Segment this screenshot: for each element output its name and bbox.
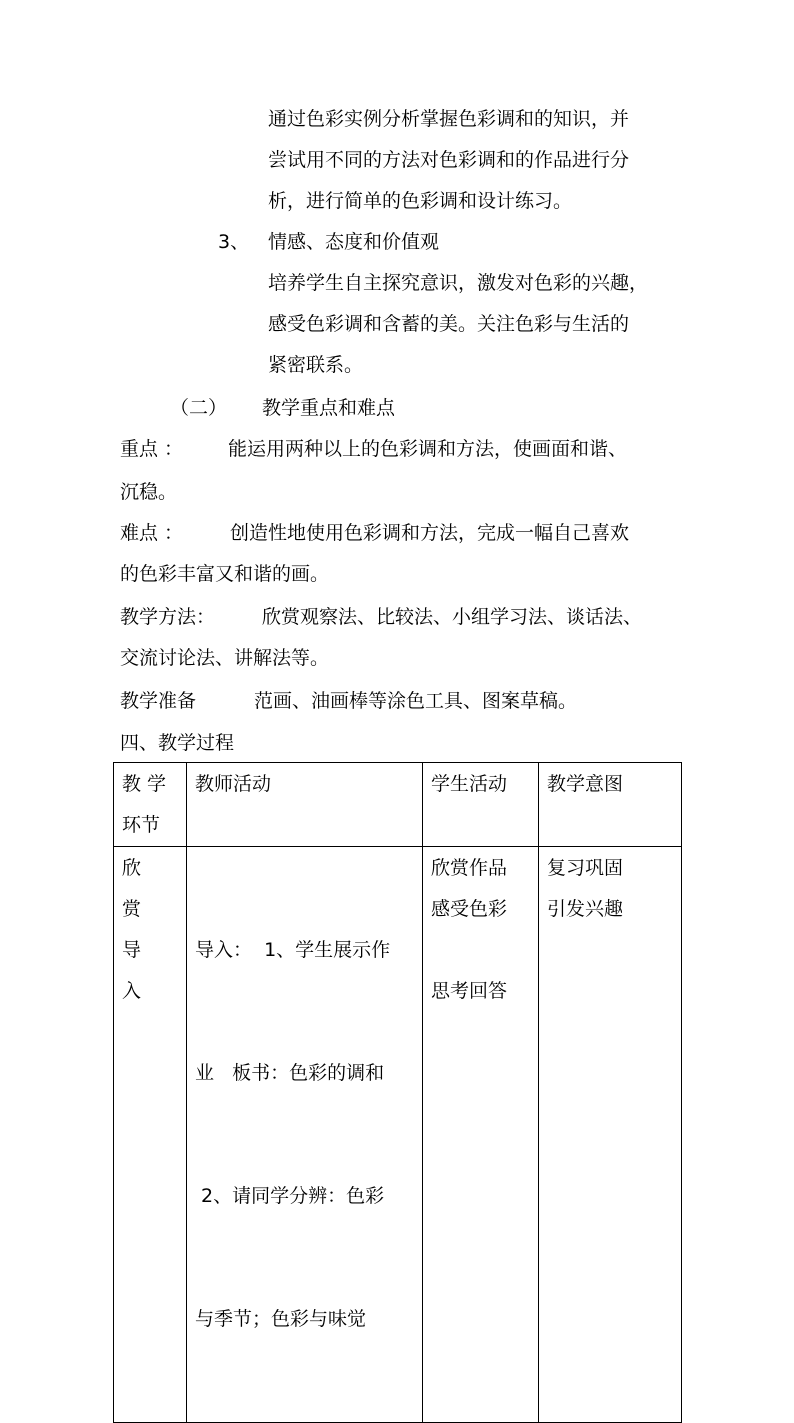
header-intent-cell bbox=[539, 763, 682, 847]
row-teacher-line-2: 业 板书：色彩的调和 bbox=[195, 1062, 385, 1084]
section-two-number: （二） bbox=[170, 397, 228, 419]
objective-item3-line-2: 感受色彩调和含蓄的美。关注色彩与生活的 bbox=[268, 313, 630, 335]
teaching-process-table bbox=[113, 762, 682, 1423]
table-row bbox=[114, 847, 682, 1423]
header-student-cell bbox=[423, 763, 539, 847]
row-stage-char-3: 导 bbox=[122, 939, 142, 961]
header-teacher-cell bbox=[187, 763, 423, 847]
methods-line-2: 交流讨论法、讲解法等。 bbox=[120, 647, 330, 669]
row-intent-cell bbox=[539, 847, 682, 1423]
row-teacher-line-3: 2、请同学分辨：色彩 bbox=[195, 1185, 385, 1207]
row-teacher-cell bbox=[187, 847, 423, 1423]
header-stage-cell bbox=[114, 763, 187, 847]
row-intent-line-1: 复习巩固 bbox=[547, 857, 624, 879]
section-four-title: 四、教学过程 bbox=[120, 732, 235, 754]
objective-skill-line-1: 通过色彩实例分析掌握色彩调和的知识，并 bbox=[268, 108, 630, 130]
objective-item3-line-1: 培养学生自主探究意识，激发对色彩的兴趣， bbox=[268, 272, 649, 294]
preparation-text: 范画、油画棒等涂色工具、图案草稿。 bbox=[254, 690, 578, 712]
table-header-row bbox=[114, 763, 682, 847]
row-student-line-2: 感受色彩 bbox=[431, 898, 508, 920]
row-stage-char-1: 欣 bbox=[122, 857, 142, 879]
header-teaching-intent: 教学意图 bbox=[547, 773, 624, 795]
header-teacher-activity: 教师活动 bbox=[195, 773, 272, 795]
row-teacher-line-1: 导入： 1、学生展示作 bbox=[195, 939, 391, 961]
difficulty-line-2: 的色彩丰富又和谐的画。 bbox=[120, 563, 330, 585]
difficulty-line-1: 创造性地使用色彩调和方法，完成一幅自己喜欢 bbox=[230, 522, 630, 544]
row-stage-char-2: 赏 bbox=[122, 898, 142, 920]
header-stage-line-1: 教 学 bbox=[122, 773, 167, 795]
header-student-activity: 学生活动 bbox=[431, 773, 508, 795]
methods-line-1: 欣赏观察法、比较法、小组学习法、谈话法、 bbox=[262, 606, 643, 628]
row-student-cell bbox=[423, 847, 539, 1423]
objective-item3-title: 情感、态度和价值观 bbox=[268, 231, 440, 253]
key-point-line-1: 能运用两种以上的色彩调和方法，使画面和谐、 bbox=[228, 438, 628, 460]
methods-label: 教学方法： bbox=[120, 606, 216, 628]
row-stage-char-4: 入 bbox=[122, 980, 142, 1002]
objective-item3-line-3: 紧密联系。 bbox=[268, 354, 364, 376]
row-teacher-line-4: 与季节；色彩与味觉 bbox=[195, 1308, 367, 1330]
header-stage-line-2: 环节 bbox=[122, 814, 161, 836]
row-intent-line-2: 引发兴趣 bbox=[547, 898, 624, 920]
key-point-label: 重点 ： bbox=[120, 438, 184, 460]
difficulty-label: 难点 ： bbox=[120, 522, 184, 544]
row-student-line-4: 思考回答 bbox=[431, 980, 508, 1002]
objective-skill-line-3: 析，进行简单的色彩调和设计练习。 bbox=[268, 190, 573, 212]
objective-item3-number: 3、 bbox=[218, 231, 250, 253]
row-student-line-3 bbox=[431, 930, 538, 971]
row-stage-cell bbox=[114, 847, 187, 1423]
preparation-label: 教学准备 bbox=[120, 690, 197, 712]
row-student-line-1: 欣赏作品 bbox=[431, 857, 508, 879]
objective-skill-line-2: 尝试用不同的方法对色彩调和的作品进行分 bbox=[268, 149, 630, 171]
section-two-title: 教学重点和难点 bbox=[262, 397, 396, 419]
key-point-line-2: 沉稳。 bbox=[120, 481, 178, 503]
